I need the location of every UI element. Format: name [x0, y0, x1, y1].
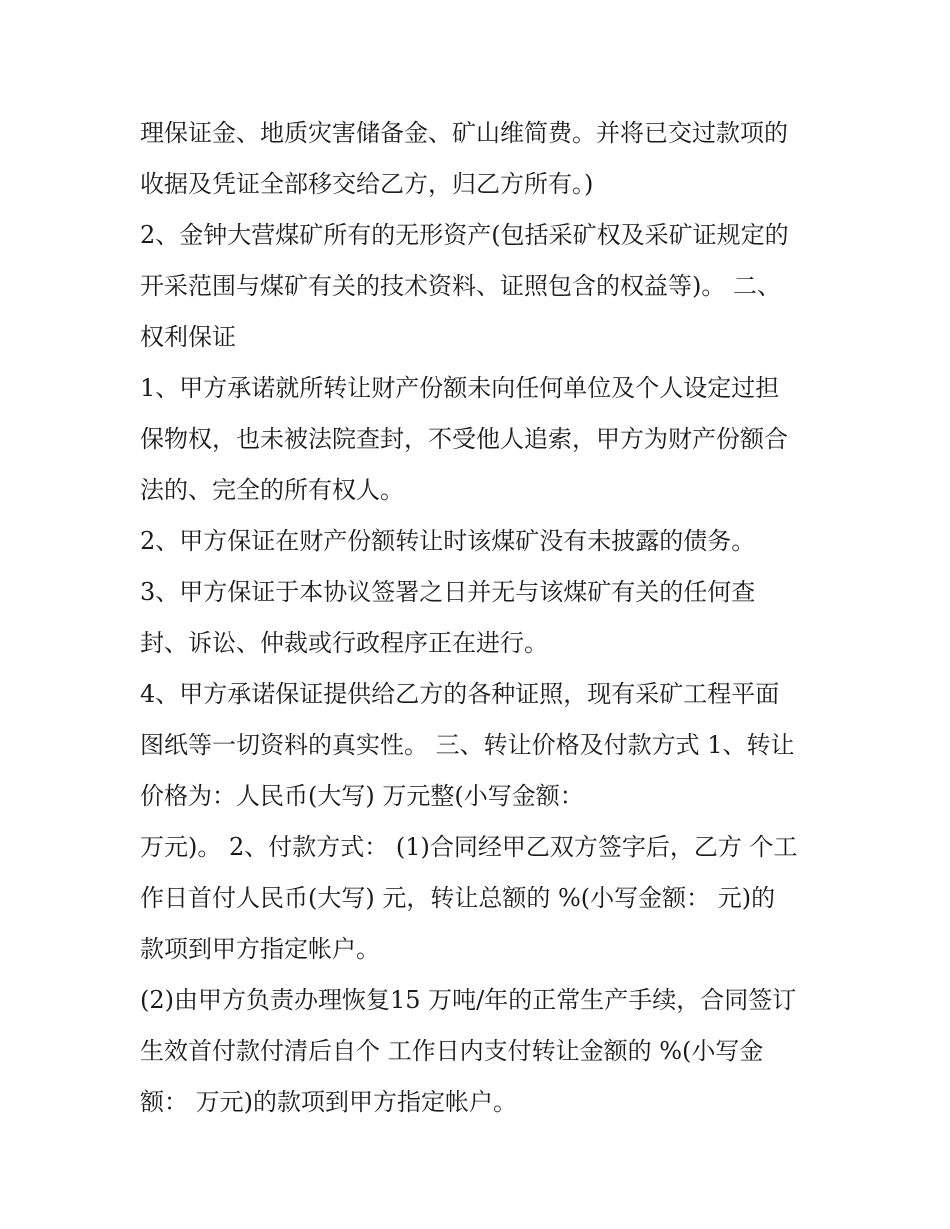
- text-line: (2)由甲方负责办理恢复15 万吨/年的正常生产手续，合同签订: [140, 986, 797, 1014]
- text-line: 保物权，也未被法院查封，不受他人追索，甲方为财产份额合: [140, 425, 788, 453]
- text-line: 理保证金、地质灾害储备金、矿山维简费。并将已交过款项的: [140, 119, 788, 147]
- section-heading: 权利保证: [140, 323, 236, 351]
- text-line: 额： 万元)的款项到甲方指定帐户。: [140, 1088, 517, 1116]
- text-line: 3、甲方保证于本协议签署之日并无与该煤矿有关的任何查: [140, 578, 756, 606]
- text-line: 2、金钟大营煤矿所有的无形资产(包括采矿权及采矿证规定的: [140, 221, 789, 249]
- text-line: 作日首付人民币(大写) 元，转让总额的 %(小写金额： 元)的: [140, 884, 776, 912]
- text-line: 万元)。 2、付款方式： (1)合同经甲乙双方签字后，乙方 个工: [140, 833, 798, 861]
- text-line: 价格为：人民币(大写) 万元整(小写金额：: [140, 782, 584, 810]
- text-line: 封、诉讼、仲裁或行政程序正在进行。: [140, 629, 548, 657]
- document-body: [140, 108, 820, 1128]
- text-line: 收据及凭证全部移交给乙方，归乙方所有。): [140, 170, 594, 198]
- text-line: 法的、完全的所有权人。: [140, 476, 404, 504]
- text-line: 生效首付款付清后自个 工作日内支付转让金额的 %(小写金: [140, 1037, 764, 1065]
- text-line: 2、甲方保证在财产份额转让时该煤矿没有未披露的债务。: [140, 527, 756, 555]
- text-line: 1、甲方承诺就所转让财产份额未向任何单位及个人设定过担: [140, 374, 780, 402]
- text-line: 图纸等一切资料的真实性。 三、转让价格及付款方式 1、转让: [140, 731, 795, 759]
- text-line: 开采范围与煤矿有关的技术资料、证照包含的权益等)。 二、: [140, 272, 781, 300]
- text-line: 款项到甲方指定帐户。: [140, 935, 380, 963]
- text-line: 4、甲方承诺保证提供给乙方的各种证照，现有采矿工程平面: [140, 680, 780, 708]
